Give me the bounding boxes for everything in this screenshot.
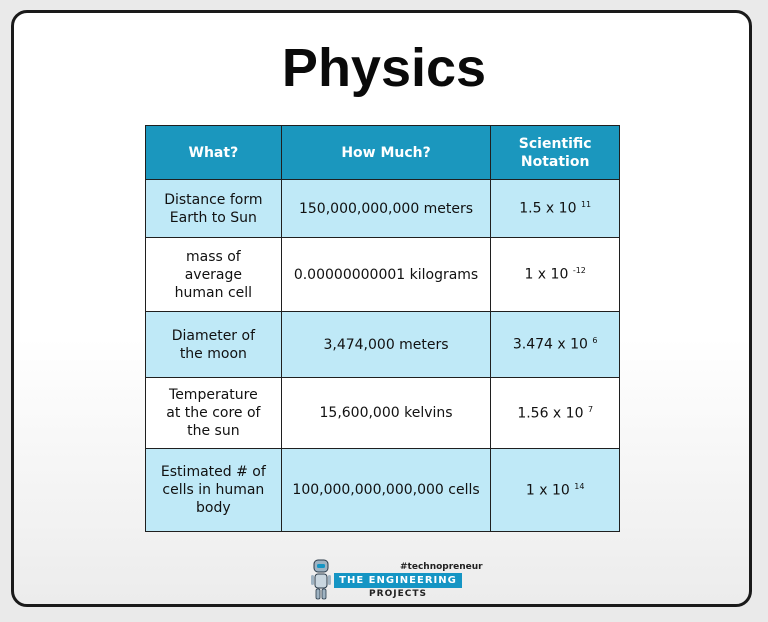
sci-base: 1.5 x 10	[519, 200, 577, 217]
cell-what	[146, 312, 282, 378]
sci-exponent: 7	[587, 404, 594, 414]
cell-how-much: 3,474,000 meters	[281, 312, 491, 378]
sci-base: 1 x 10	[524, 266, 569, 283]
sci-exponent: 14	[574, 481, 585, 491]
sci-exponent: -12	[572, 266, 586, 276]
cell-what-line: average	[184, 266, 243, 283]
table-row	[146, 238, 620, 312]
sci-base: 3.474 x 10	[512, 336, 588, 353]
cell-what-line: the moon	[179, 345, 247, 362]
sci-exponent: 6	[592, 336, 598, 346]
cell-what-line: mass of	[185, 248, 241, 265]
page-title: Physics	[281, 38, 487, 98]
robot-icon	[310, 558, 332, 602]
table-row	[146, 378, 620, 449]
cell-scientific	[491, 238, 620, 312]
cell-scientific	[491, 180, 620, 238]
cell-how-much: 0.00000000001 kilograms	[281, 238, 491, 312]
sci-base: 1.56 x 10	[517, 405, 584, 422]
header-how-much: How Much?	[281, 126, 491, 180]
cell-what-line: body	[196, 500, 231, 516]
cell-scientific	[491, 378, 620, 449]
sci-base: 1 x 10	[525, 482, 570, 499]
cell-what-line: Earth to Sun	[169, 209, 257, 226]
header-scientific-notation	[491, 126, 620, 180]
cell-how-much: 150,000,000,000 meters	[281, 180, 491, 238]
logo-sub: PROJECTS	[369, 589, 427, 599]
header-sci-line2: Notation	[520, 153, 590, 170]
physics-table	[145, 125, 620, 532]
cell-scientific	[491, 449, 620, 532]
cell-what-line: Distance form	[164, 191, 263, 208]
table-row	[146, 180, 620, 238]
cell-what	[146, 378, 282, 449]
cell-what	[146, 449, 282, 532]
table-row	[146, 449, 620, 532]
sci-exponent: 11	[580, 200, 592, 210]
cell-what-line: Estimated # of	[160, 464, 266, 480]
cell-what	[146, 180, 282, 238]
cell-how-much: 100,000,000,000,000 cells	[281, 449, 491, 532]
header-sci-line1: Scientific	[518, 135, 592, 152]
cell-what-line: cells in human	[162, 482, 265, 498]
cell-scientific	[491, 312, 620, 378]
cell-what-line: Diameter of	[171, 327, 256, 344]
engineering-projects-logo	[310, 556, 483, 604]
logo-name: THE ENGINEERING	[334, 573, 462, 588]
logo-tagline: #technopreneur	[400, 562, 483, 572]
table-header-row	[146, 126, 620, 180]
header-what: What?	[146, 126, 282, 180]
cell-what-line: the sun	[187, 423, 240, 439]
cell-what-line: human cell	[174, 284, 253, 301]
cell-what-line: Temperature	[169, 387, 258, 403]
table-row	[146, 312, 620, 378]
cell-how-much: 15,600,000 kelvins	[281, 378, 491, 449]
cell-what	[146, 238, 282, 312]
cell-what-line: at the core of	[166, 405, 261, 421]
